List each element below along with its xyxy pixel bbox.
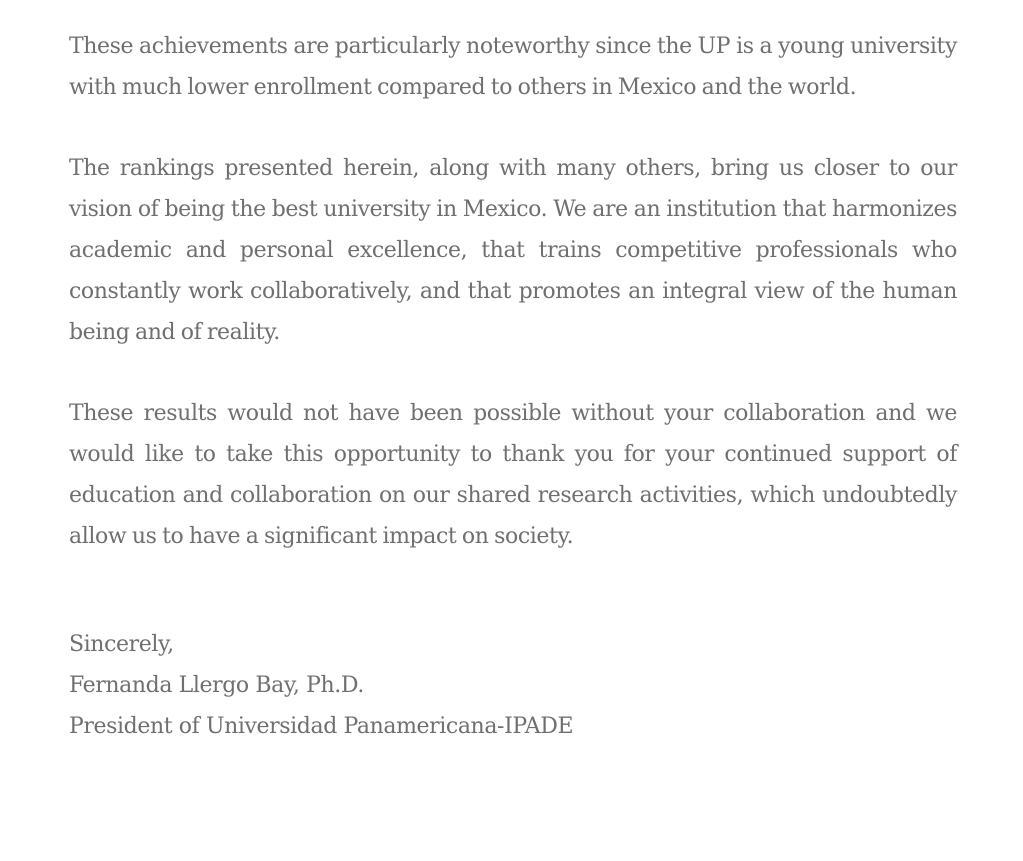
- closing-salutation: Sincerely,: [69, 632, 174, 657]
- letter-body: [69, 26, 957, 747]
- paragraph-rankings: The rankings presented herein, along with many others, bring us closer to our vision of being the best university in Mexico. We are an institution that harmonizes academic and personal excellence, that trains competitive professionals who constantly work collaboratively, and that promotes an integral view of the human being and of reality.: [69, 156, 957, 345]
- paragraph-thanks: These results would not have been possible without your collaboration and we would like to take this opportunity to thank you for your continued support of education and collaboration on our shared research activities, which undoubtedly allow us to have a significant impact on society.: [69, 401, 957, 549]
- signatory-name: Fernanda Llergo Bay, Ph.D.: [69, 673, 364, 698]
- signatory-title: President of Universidad Panamericana-IPADE: [69, 714, 574, 739]
- paragraph-achievements: These achievements are particularly noteworthy since the UP is a young university with much lower enrollment compared to others in Mexico and the world.: [69, 34, 957, 100]
- letter-closing-block: [69, 624, 957, 747]
